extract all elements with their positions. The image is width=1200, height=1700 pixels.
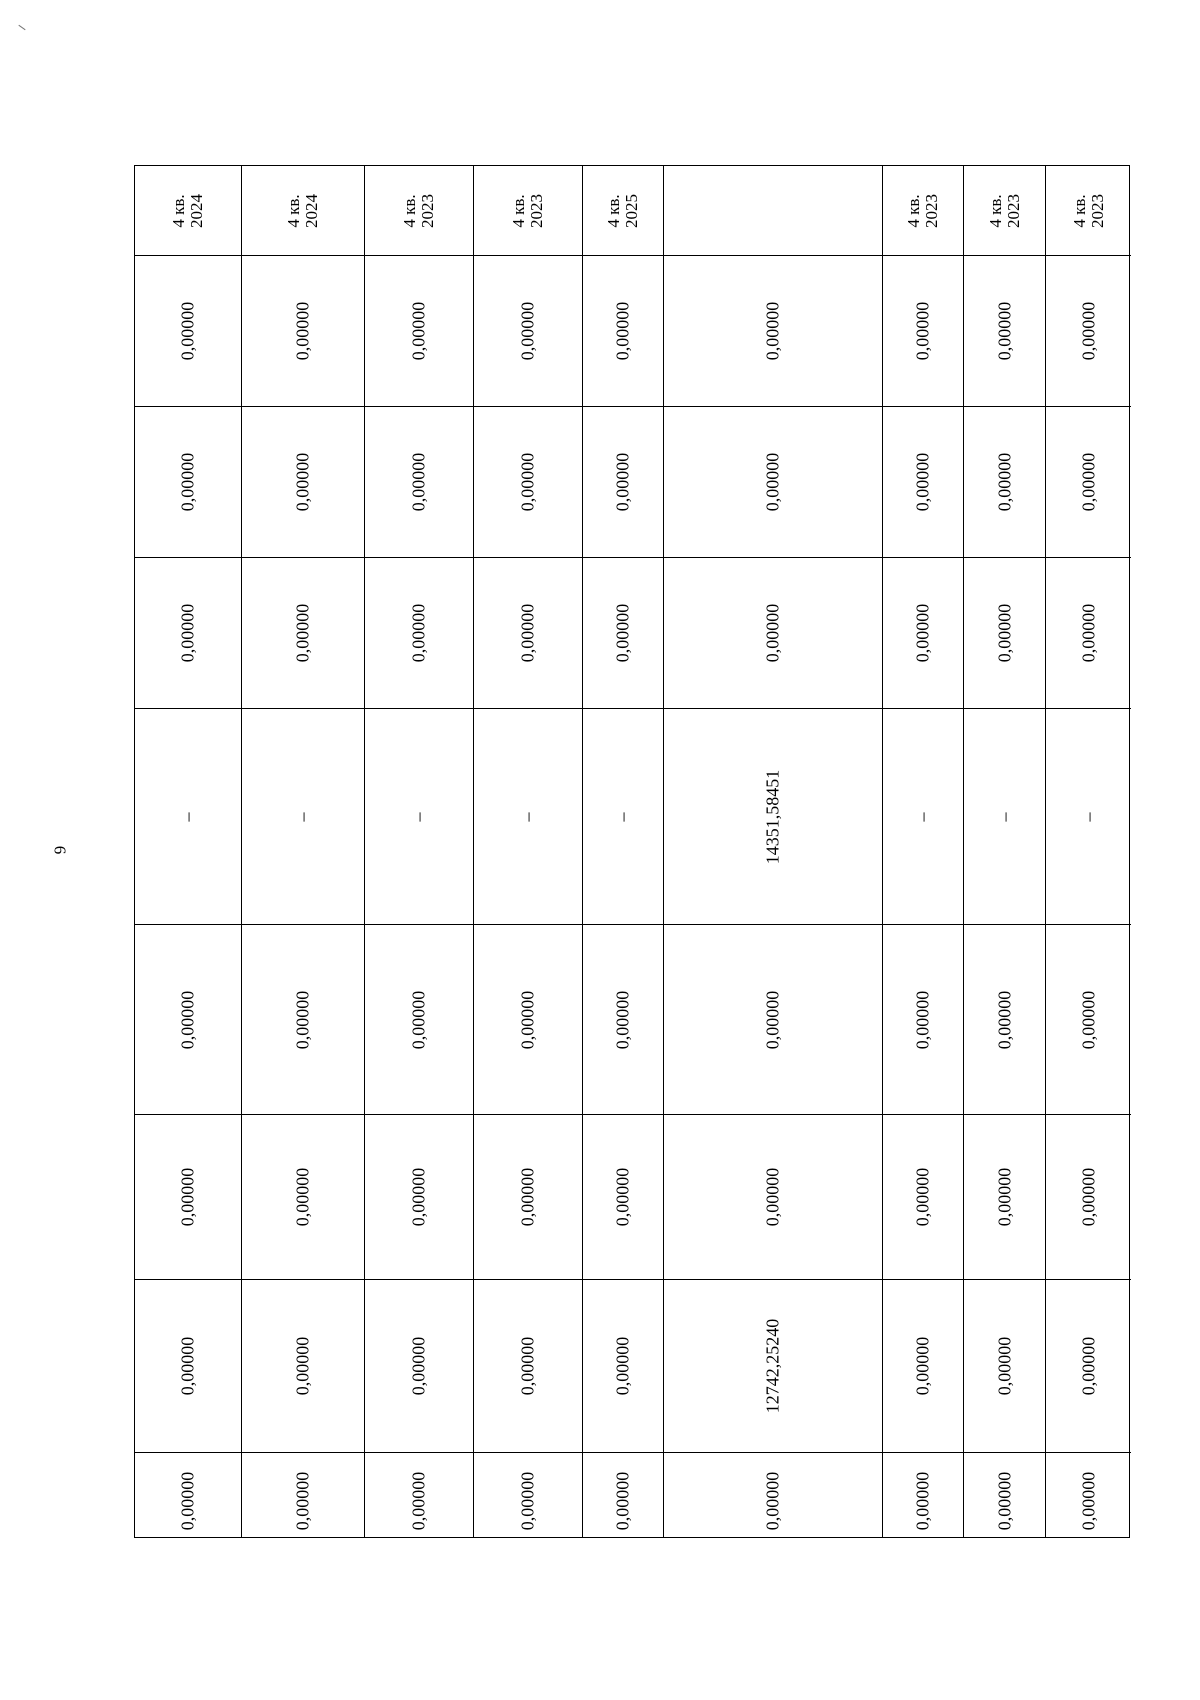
value-cell — [365, 1280, 473, 1453]
value-cell — [664, 407, 882, 558]
value-cell — [365, 1453, 473, 1549]
value-cell — [135, 1280, 241, 1453]
period-label: 4 кв. 2023 — [509, 193, 546, 228]
cell-value: 0,00000 — [1078, 603, 1099, 663]
value-cell — [1046, 558, 1131, 709]
cell-value: 0,00000 — [292, 452, 313, 512]
cell-value: – — [292, 812, 313, 821]
period-label: 4 кв. 2023 — [985, 193, 1023, 228]
value-cell — [135, 407, 241, 558]
period-cell — [583, 166, 663, 256]
table-column — [242, 166, 365, 1537]
page-number: 6 — [50, 845, 70, 855]
value-cell — [964, 1280, 1045, 1453]
cell-value: 0,00000 — [292, 1336, 313, 1396]
value-cell — [664, 1115, 882, 1280]
cell-value: 0,00000 — [612, 301, 633, 361]
cell-value: – — [994, 812, 1015, 821]
cell-value: 0,00000 — [408, 990, 429, 1049]
value-cell — [135, 925, 241, 1115]
value-cell — [664, 1280, 882, 1453]
value-cell — [883, 925, 963, 1115]
period-cell — [883, 166, 963, 256]
value-cell — [474, 1280, 582, 1453]
value-cell — [883, 709, 963, 925]
table-column — [883, 166, 964, 1537]
cell-value: 0,00000 — [994, 452, 1015, 512]
cell-value: 0,00000 — [517, 1336, 538, 1396]
value-cell — [135, 1453, 241, 1549]
value-cell — [242, 1280, 364, 1453]
cell-value: 0,00000 — [517, 1167, 538, 1227]
cell-value: 0,00000 — [408, 301, 429, 361]
cell-value: 0,00000 — [912, 990, 933, 1049]
cell-value: 0,00000 — [612, 1167, 633, 1227]
period-label: 4 кв. 2024 — [284, 193, 321, 228]
value-cell — [1046, 925, 1131, 1115]
cell-value: 0,00000 — [177, 1336, 198, 1396]
value-cell — [1046, 407, 1131, 558]
cell-value: – — [1078, 812, 1099, 821]
cell-value: 0,00000 — [1078, 301, 1099, 361]
cell-value: 0,00000 — [762, 990, 783, 1049]
value-cell — [883, 256, 963, 407]
value-cell — [664, 709, 882, 925]
value-cell — [474, 1453, 582, 1549]
value-cell — [135, 1115, 241, 1280]
cell-value: 0,00000 — [292, 990, 313, 1049]
table-column — [135, 166, 242, 1537]
cell-value: 0,00000 — [517, 990, 538, 1049]
value-cell — [474, 256, 582, 407]
cell-value: 0,00000 — [762, 603, 783, 663]
cell-value: 0,00000 — [1078, 1336, 1099, 1396]
period-cell — [242, 166, 364, 256]
cell-value: 0,00000 — [292, 301, 313, 361]
cell-value: 0,00000 — [762, 452, 783, 512]
cell-value: 0,00000 — [612, 990, 633, 1049]
cell-value: 0,00000 — [912, 1167, 933, 1227]
table-column — [474, 166, 583, 1537]
cell-value: 14351,58451 — [762, 769, 783, 864]
period-cell — [135, 166, 241, 256]
value-cell — [135, 558, 241, 709]
value-cell — [365, 925, 473, 1115]
value-cell — [883, 1453, 963, 1549]
value-cell — [474, 1115, 582, 1280]
cell-value: 0,00000 — [177, 1471, 198, 1531]
value-cell — [242, 1115, 364, 1280]
cell-value: 0,00000 — [408, 603, 429, 663]
value-cell — [883, 407, 963, 558]
value-cell — [883, 1280, 963, 1453]
value-cell — [135, 709, 241, 925]
value-cell — [664, 558, 882, 709]
period-label: 4 кв. 2023 — [904, 193, 941, 228]
cell-value: 0,00000 — [177, 1167, 198, 1227]
period-label: 4 кв. 2025 — [604, 193, 641, 228]
value-cell — [583, 1115, 663, 1280]
data-table — [134, 165, 1130, 1538]
cell-value: 0,00000 — [762, 1167, 783, 1227]
value-cell — [365, 407, 473, 558]
value-cell — [964, 1453, 1045, 1549]
value-cell — [365, 558, 473, 709]
cell-value: 0,00000 — [912, 301, 933, 361]
cell-value: 0,00000 — [177, 452, 198, 512]
cell-value: 0,00000 — [994, 990, 1015, 1049]
value-cell — [583, 256, 663, 407]
value-cell — [242, 925, 364, 1115]
cell-value: 0,00000 — [408, 1167, 429, 1227]
cell-value: 0,00000 — [517, 301, 538, 361]
value-cell — [583, 925, 663, 1115]
cell-value: 0,00000 — [177, 301, 198, 361]
cell-value: 0,00000 — [994, 1471, 1015, 1531]
value-cell — [242, 709, 364, 925]
value-cell — [964, 925, 1045, 1115]
value-cell — [474, 558, 582, 709]
value-cell — [474, 407, 582, 558]
cell-value: 0,00000 — [1078, 1167, 1099, 1227]
cell-value: 0,00000 — [762, 1471, 783, 1531]
cell-value: – — [408, 812, 429, 821]
cell-value: 0,00000 — [912, 603, 933, 663]
value-cell — [664, 256, 882, 407]
cell-value: 0,00000 — [177, 603, 198, 663]
cell-value: 0,00000 — [408, 452, 429, 512]
cell-value: 0,00000 — [517, 1471, 538, 1531]
cell-value: 0,00000 — [1078, 1471, 1099, 1531]
period-label: 4 кв. 2023 — [1069, 193, 1107, 228]
cell-value: 0,00000 — [177, 990, 198, 1049]
value-cell — [583, 709, 663, 925]
value-cell — [242, 407, 364, 558]
value-cell — [964, 1115, 1045, 1280]
table-column — [365, 166, 474, 1537]
value-cell — [964, 407, 1045, 558]
cell-value: 0,00000 — [612, 452, 633, 512]
cell-value: 0,00000 — [994, 1336, 1015, 1396]
cell-value: 0,00000 — [612, 1336, 633, 1396]
value-cell — [1046, 1453, 1131, 1549]
value-cell — [664, 1453, 882, 1549]
cell-value: – — [612, 812, 633, 821]
value-cell — [242, 558, 364, 709]
value-cell — [1046, 1280, 1131, 1453]
cell-value: 12742,25240 — [762, 1318, 783, 1414]
table-column — [1046, 166, 1131, 1537]
period-cell — [1046, 166, 1131, 256]
cell-value: 0,00000 — [408, 1471, 429, 1531]
value-cell — [964, 709, 1045, 925]
cell-value: 0,00000 — [408, 1336, 429, 1396]
value-cell — [474, 709, 582, 925]
cell-value: 0,00000 — [292, 1471, 313, 1531]
value-cell — [135, 256, 241, 407]
period-cell — [964, 166, 1045, 256]
cell-value: – — [912, 812, 933, 821]
table-column — [583, 166, 664, 1537]
value-cell — [1046, 1115, 1131, 1280]
cell-value: 0,00000 — [912, 1471, 933, 1531]
cell-value: 0,00000 — [762, 301, 783, 361]
value-cell — [664, 925, 882, 1115]
cell-value: 0,00000 — [994, 603, 1015, 663]
value-cell — [365, 709, 473, 925]
value-cell — [365, 1115, 473, 1280]
cell-value: 0,00000 — [292, 603, 313, 663]
cell-value: 0,00000 — [612, 603, 633, 663]
scan-mark — [18, 25, 25, 30]
period-cell — [664, 166, 882, 256]
value-cell — [964, 558, 1045, 709]
value-cell — [583, 558, 663, 709]
table-column — [664, 166, 883, 1537]
value-cell — [242, 1453, 364, 1549]
period-label: 4 кв. 2023 — [400, 193, 437, 228]
period-cell — [365, 166, 473, 256]
cell-value: – — [517, 812, 538, 821]
period-cell — [474, 166, 582, 256]
cell-value: 0,00000 — [1078, 990, 1099, 1049]
value-cell — [883, 1115, 963, 1280]
cell-value: 0,00000 — [517, 452, 538, 512]
value-cell — [964, 256, 1045, 407]
value-cell — [474, 925, 582, 1115]
value-cell — [583, 1280, 663, 1453]
cell-value: 0,00000 — [517, 603, 538, 663]
cell-value: 0,00000 — [612, 1471, 633, 1531]
period-label: 4 кв. 2024 — [169, 193, 206, 228]
value-cell — [365, 256, 473, 407]
value-cell — [1046, 256, 1131, 407]
cell-value: 0,00000 — [994, 1167, 1015, 1227]
value-cell — [583, 1453, 663, 1549]
cell-value: 0,00000 — [1078, 452, 1099, 512]
value-cell — [883, 558, 963, 709]
cell-value: 0,00000 — [994, 301, 1015, 361]
value-cell — [242, 256, 364, 407]
cell-value: 0,00000 — [912, 452, 933, 512]
table-column — [964, 166, 1046, 1537]
cell-value: 0,00000 — [292, 1167, 313, 1227]
cell-value: – — [177, 812, 198, 821]
value-cell — [1046, 709, 1131, 925]
cell-value: 0,00000 — [912, 1336, 933, 1396]
value-cell — [583, 407, 663, 558]
